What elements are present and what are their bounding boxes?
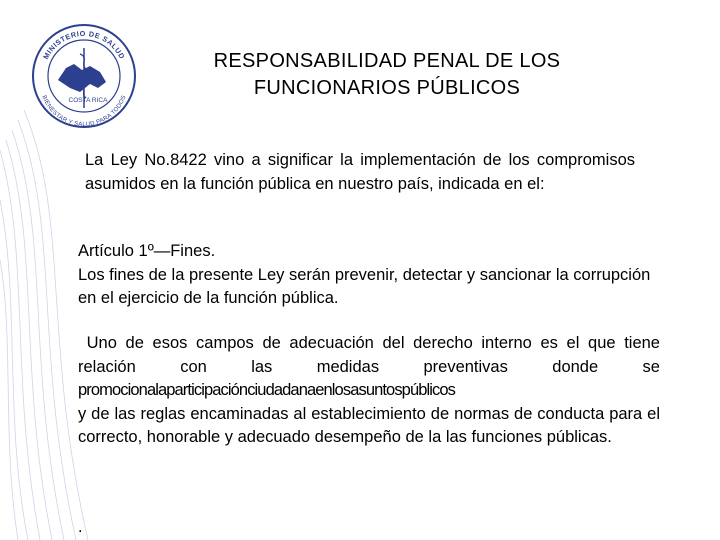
title-line-2: FUNCIONARIOS PÚBLICOS xyxy=(253,77,521,99)
article-text: Los fines de la presente Ley serán prevenir, detectar y sancionar la corrupción en el ejercicio de la función pública. xyxy=(78,265,651,307)
article-heading: Artículo 1º—Fines. xyxy=(78,242,216,260)
body-line-2: promocionalaparticipaciónciudadanaenlosasuntospúblicos xyxy=(78,381,456,399)
body-paragraph xyxy=(78,332,665,450)
trailing-period: . xyxy=(78,518,83,536)
page-title xyxy=(160,48,614,102)
ministerio-de-salud-logo xyxy=(30,22,138,130)
article-block xyxy=(78,240,658,311)
title-line-1: RESPONSABILIDAD PENAL DE LOS xyxy=(213,50,561,72)
svg-text:MINISTERIO DE SALUD: MINISTERIO DE SALUD xyxy=(41,28,127,61)
intro-paragraph: La Ley No.8422 vino a significar la implementación de los compromisos asumidos en la función pública en nuestro país, indicada en el: xyxy=(85,151,635,193)
svg-text:COSTA RICA: COSTA RICA xyxy=(68,97,108,104)
body-line-1: Uno de esos campos de adecuación del derecho interno es el que tiene relación con las medidas preventivas donde se xyxy=(78,334,665,376)
body-line-3: y de las reglas encaminadas al establecimiento de normas de conducta para el correcto, honorable y adecuado desempeño de la las funciones públicas. xyxy=(78,404,660,446)
svg-text:BIENESTAR Y SALUD PARA TODOS: BIENESTAR Y SALUD PARA TODOS xyxy=(40,94,128,129)
